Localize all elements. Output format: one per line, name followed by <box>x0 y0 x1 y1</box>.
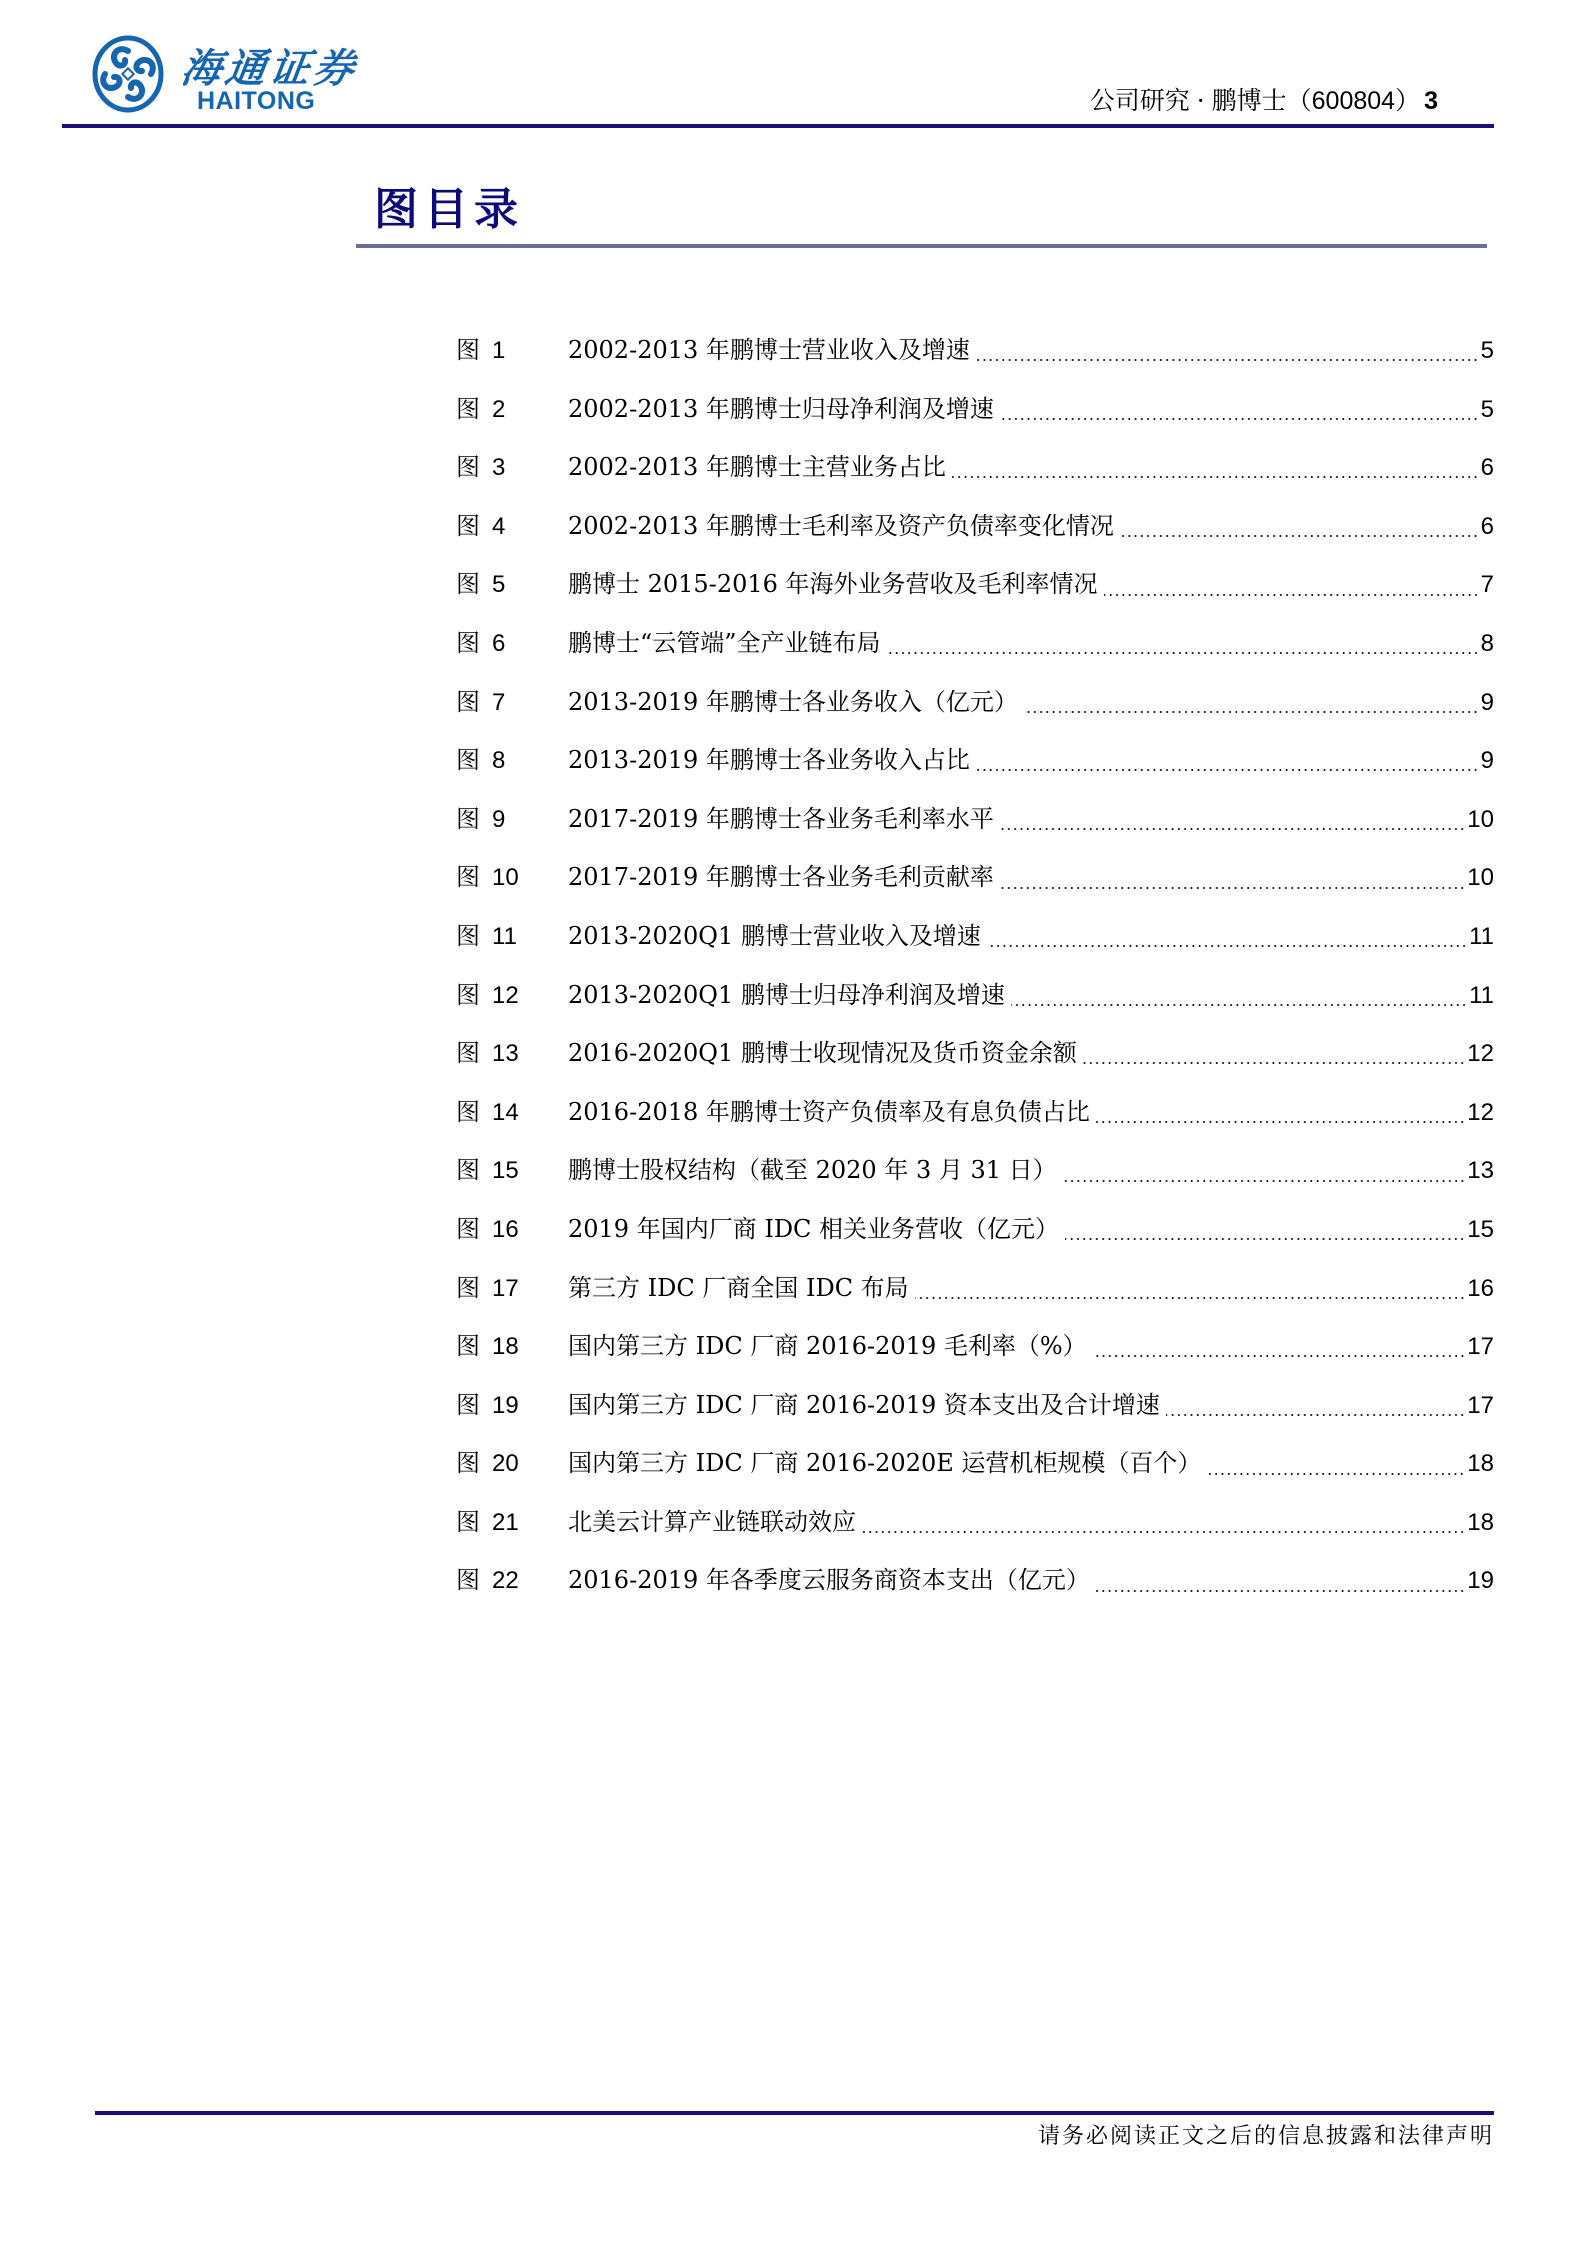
figure-caption[interactable]: 2002-2013 年鹏博士营业收入及增速 <box>568 336 970 364</box>
figure-label: 图 <box>456 863 480 892</box>
dot-leader <box>1065 1221 1465 1245</box>
figure-page-number[interactable]: 6 <box>1480 454 1494 482</box>
figure-caption[interactable]: 北美云计算产业链联动效应 <box>568 1507 856 1536</box>
figure-caption[interactable]: 第三方 IDC 厂商全国 IDC 布局 <box>568 1273 909 1302</box>
dot-leader <box>1000 811 1465 835</box>
dot-leader <box>1093 1338 1466 1362</box>
stock-ticker: （600804） <box>1286 87 1421 115</box>
figure-number: 16 <box>492 1215 519 1243</box>
figure-page-number[interactable]: 5 <box>1480 395 1494 423</box>
figure-page-number[interactable]: 7 <box>1480 571 1494 599</box>
figure-label: 图 <box>456 628 480 657</box>
figure-label: 图 <box>456 1097 480 1126</box>
legal-disclaimer: 请务必阅读正文之后的信息披露和法律声明 <box>1037 2124 1494 2149</box>
footer-divider <box>95 2111 1494 2115</box>
figure-page-number[interactable]: 10 <box>1467 805 1494 833</box>
figure-caption[interactable]: 2013-2020Q1 鹏博士归母净利润及增速 <box>568 980 1005 1009</box>
toc-entry[interactable] <box>456 1317 1494 1376</box>
figure-label: 图 <box>456 1273 480 1302</box>
figure-label: 图 <box>456 746 480 775</box>
figure-number: 8 <box>492 747 506 775</box>
toc-entry[interactable] <box>456 848 1494 907</box>
figure-label: 图 <box>456 1449 480 1478</box>
page-title: 图目录 <box>374 184 524 235</box>
figure-page-number[interactable]: 10 <box>1467 864 1494 892</box>
figure-page-number[interactable]: 8 <box>1480 629 1494 657</box>
figure-caption[interactable]: 鹏博士“云管端”全产业链布局 <box>568 628 881 657</box>
figure-page-number[interactable]: 6 <box>1480 512 1494 540</box>
toc-entry[interactable] <box>456 1259 1494 1318</box>
figure-label: 图 <box>456 1566 480 1595</box>
toc-entry[interactable] <box>456 790 1494 849</box>
dot-leader <box>1024 694 1479 718</box>
figure-label: 图 <box>456 1214 480 1243</box>
header-separator: · <box>1196 86 1205 115</box>
figure-label: 图 <box>456 336 480 364</box>
list-of-figures <box>456 321 1494 1610</box>
figure-label: 图 <box>456 1507 480 1536</box>
dot-leader <box>887 635 1479 659</box>
dot-leader <box>1207 1456 1465 1480</box>
dot-leader <box>952 459 1479 483</box>
figure-label: 图 <box>456 570 480 599</box>
figure-page-number[interactable]: 9 <box>1480 688 1494 716</box>
toc-entry[interactable] <box>456 1200 1494 1259</box>
figure-page-number[interactable]: 19 <box>1467 1567 1494 1595</box>
figure-number: 22 <box>492 1567 519 1595</box>
figure-label: 图 <box>456 980 480 1009</box>
figure-page-number[interactable]: 13 <box>1467 1157 1494 1185</box>
figure-number: 11 <box>492 922 517 950</box>
figure-label: 图 <box>456 394 480 423</box>
toc-entry[interactable] <box>456 1551 1494 1610</box>
figure-page-number[interactable]: 5 <box>1480 337 1494 364</box>
toc-entry[interactable] <box>456 907 1494 966</box>
figure-caption[interactable]: 2013-2019 年鹏博士各业务收入占比 <box>568 746 970 775</box>
figure-page-number[interactable]: 12 <box>1467 1098 1494 1126</box>
figure-caption[interactable]: 国内第三方 IDC 厂商 2016-2019 毛利率（%） <box>568 1332 1087 1361</box>
figure-number: 21 <box>492 1508 519 1536</box>
dot-leader <box>915 1280 1466 1304</box>
figure-page-number[interactable]: 18 <box>1467 1450 1494 1478</box>
figure-number: 19 <box>492 1391 519 1419</box>
figure-caption[interactable]: 鹏博士 2015-2016 年海外业务营收及毛利率情况 <box>568 570 1098 599</box>
figure-caption[interactable]: 2002-2013 年鹏博士归母净利润及增速 <box>568 394 994 423</box>
figure-page-number[interactable]: 12 <box>1467 1040 1494 1068</box>
figure-label: 图 <box>456 1039 480 1068</box>
toc-entry[interactable] <box>456 731 1494 790</box>
toc-entry[interactable] <box>456 1083 1494 1142</box>
figure-label: 图 <box>456 453 480 482</box>
figure-label: 图 <box>456 687 480 716</box>
figure-number: 17 <box>492 1274 519 1302</box>
figure-number: 4 <box>492 512 506 540</box>
logo-english-name: HAITONG <box>197 87 316 115</box>
figure-caption[interactable]: 2013-2019 年鹏博士各业务收入（亿元） <box>568 687 1018 716</box>
figure-caption[interactable]: 鹏博士股权结构（截至 2020 年 3 月 31 日） <box>568 1156 1057 1185</box>
title-underline <box>356 244 1487 248</box>
figure-number: 5 <box>492 571 506 599</box>
toc-entry[interactable] <box>456 1376 1494 1435</box>
company-name: 鹏博士 <box>1211 86 1287 115</box>
figure-label: 图 <box>456 511 480 540</box>
dot-leader <box>987 928 1467 952</box>
dot-leader <box>1011 987 1467 1011</box>
figure-label: 图 <box>456 1332 480 1361</box>
figure-label: 图 <box>456 804 480 833</box>
figure-page-number[interactable]: 17 <box>1467 1333 1494 1361</box>
figure-number: 6 <box>492 629 506 657</box>
figure-label: 图 <box>456 1156 480 1185</box>
toc-entry[interactable] <box>456 1493 1494 1552</box>
haitong-swirl-logo-icon <box>92 35 164 113</box>
running-header <box>1090 86 1438 116</box>
toc-entry[interactable] <box>456 966 1494 1025</box>
toc-entry[interactable] <box>456 1024 1494 1083</box>
figure-page-number[interactable]: 17 <box>1467 1391 1494 1419</box>
figure-caption[interactable]: 2016-2018 年鹏博士资产负债率及有息负债占比 <box>568 1097 1090 1126</box>
figure-number: 14 <box>492 1098 519 1126</box>
company-logo <box>92 35 361 115</box>
dot-leader <box>1120 518 1479 542</box>
toc-entry[interactable] <box>456 438 1494 497</box>
dot-leader <box>976 342 1479 366</box>
figure-label: 图 <box>456 1390 480 1419</box>
figure-caption[interactable]: 2002-2013 年鹏博士主营业务占比 <box>568 453 946 482</box>
figure-number: 1 <box>492 337 506 364</box>
dot-leader <box>1063 1163 1466 1187</box>
figure-number: 2 <box>492 395 506 423</box>
figure-page-number[interactable]: 18 <box>1467 1508 1494 1536</box>
figure-caption[interactable]: 2016-2020Q1 鹏博士收现情况及货币资金余额 <box>568 1039 1077 1068</box>
toc-entry[interactable] <box>456 1141 1494 1200</box>
figure-number: 13 <box>492 1040 519 1068</box>
header-divider <box>62 124 1494 128</box>
figure-caption[interactable]: 2019 年国内厂商 IDC 相关业务营收（亿元） <box>568 1214 1060 1243</box>
figure-page-number[interactable]: 15 <box>1467 1215 1494 1243</box>
figure-number: 10 <box>492 864 519 892</box>
toc-entry[interactable] <box>456 1434 1494 1493</box>
dot-leader <box>976 752 1479 776</box>
toc-entry[interactable] <box>456 673 1494 732</box>
figure-page-number[interactable]: 9 <box>1480 747 1494 775</box>
figure-number: 7 <box>492 688 506 716</box>
figure-page-number[interactable]: 11 <box>1469 922 1494 950</box>
figure-caption[interactable]: 2016-2019 年各季度云服务商资本支出（亿元） <box>568 1566 1090 1595</box>
toc-entry[interactable] <box>456 614 1494 673</box>
dot-leader <box>1096 1104 1465 1128</box>
figure-caption[interactable]: 2013-2020Q1 鹏博士营业收入及增速 <box>568 921 981 950</box>
toc-entry[interactable] <box>456 380 1494 439</box>
dot-leader <box>1166 1397 1465 1421</box>
toc-entry[interactable] <box>456 555 1494 614</box>
figure-caption[interactable]: 国内第三方 IDC 厂商 2016-2020E 运营机柜规模（百个） <box>568 1449 1202 1478</box>
dot-leader <box>1083 1045 1465 1069</box>
figure-number: 15 <box>492 1157 519 1185</box>
figure-number: 3 <box>492 454 506 482</box>
dot-leader <box>1096 1573 1465 1597</box>
figure-page-number[interactable]: 11 <box>1469 981 1494 1009</box>
figure-number: 9 <box>492 805 506 833</box>
toc-entry[interactable] <box>456 497 1494 556</box>
figure-number: 18 <box>492 1333 519 1361</box>
dot-leader <box>1104 577 1479 601</box>
figure-caption[interactable]: 2002-2013 年鹏博士毛利率及资产负债率变化情况 <box>568 511 1114 540</box>
page-number: 3 <box>1424 87 1438 115</box>
dot-leader <box>1000 401 1479 425</box>
dot-leader <box>862 1514 1465 1538</box>
figure-page-number[interactable]: 16 <box>1467 1274 1494 1302</box>
dot-leader <box>1000 870 1465 894</box>
figure-caption[interactable]: 国内第三方 IDC 厂商 2016-2019 资本支出及合计增速 <box>568 1390 1160 1419</box>
figure-number: 20 <box>492 1450 519 1478</box>
figure-caption[interactable]: 2017-2019 年鹏博士各业务毛利贡献率 <box>568 863 994 892</box>
toc-entry[interactable] <box>456 321 1494 380</box>
logo-chinese-name: 海通证券 <box>178 45 361 92</box>
report-type: 公司研究 <box>1089 86 1190 115</box>
figure-caption[interactable]: 2017-2019 年鹏博士各业务毛利率水平 <box>568 804 994 833</box>
figure-label: 图 <box>456 921 480 950</box>
figure-number: 12 <box>492 981 519 1009</box>
